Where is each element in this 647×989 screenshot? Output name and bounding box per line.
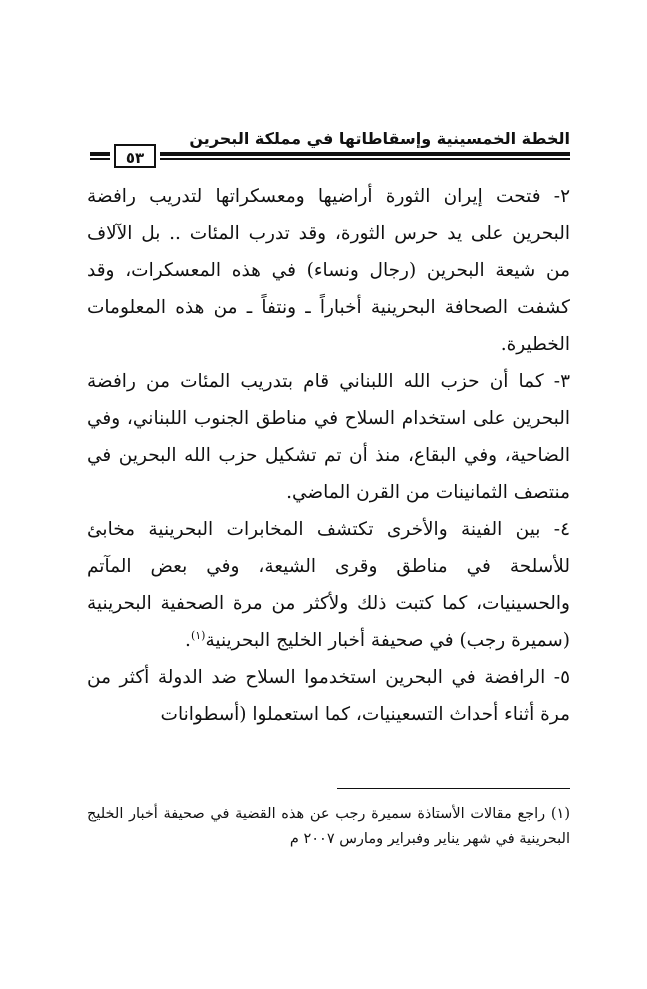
paragraph-4-text: ٤- بين الفينة والأخرى تكتشف المخابرات البحرينية مخابئ للأسلحة في مناطق وقرى الشيعة، وفي بعض المآتم والحسينيات، كما كتبت ذلك ولأكثر من مرة الصحفية البحرينية (سميرة رجب) في صحيفة أخبار الخليج البحرينية bbox=[87, 519, 570, 651]
footnote-1: (١) راجع مقالات الأستاذة سميرة رجب عن هذه القضية في صحيفة أخبار الخليج البحرينية في شهر يناير وفبراير ومارس ٢٠٠٧ م bbox=[87, 806, 570, 847]
paragraph-3: ٣- كما أن حزب الله اللبناني قام بتدريب المئات من رافضة البحرين على استخدام السلاح في مناطق الجنوب اللبناني، وفي الضاحية، وفي البقاع، منذ أن تم تشكيل حزب الله البحرين في منتصف الثمانينات من القرن الماضي. bbox=[87, 371, 570, 503]
header-rule-thin bbox=[160, 158, 570, 160]
running-title: الخطة الخمسينية وإسقاطاتها في مملكة البحرين bbox=[189, 129, 570, 148]
page-header bbox=[90, 128, 570, 176]
header-rule-thick bbox=[160, 152, 570, 156]
page-number: ٥٣ bbox=[114, 144, 156, 168]
paragraph-5: ٥- الرافضة في البحرين استخدموا السلاح ضد الدولة أكثر من مرة أثناء أحداث التسعينيات، كما استعملوا (أسطوانات bbox=[87, 667, 570, 725]
paragraph-2: ٢- فتحت إيران الثورة أراضيها ومعسكراتها لتدريب رافضة البحرين على يد حرس الثورة، وقد تدرب المئات .. بل الآلاف من شيعة البحرين (رجال ونساء) في هذه المعسكرات، وقد كشفت الصحافة البحرينية أخباراً ـ ونتفاً ـ من هذه المعلومات الخطيرة. bbox=[87, 186, 570, 355]
body-text bbox=[87, 178, 570, 733]
footnotes bbox=[87, 802, 570, 852]
header-rule-left-thick bbox=[90, 152, 110, 156]
paragraph-4-ending: . bbox=[185, 630, 191, 651]
header-rule-left-thin bbox=[90, 158, 110, 160]
footnote-reference[interactable]: (١) bbox=[190, 628, 206, 642]
footnote-separator bbox=[337, 788, 570, 789]
paragraph-4 bbox=[87, 511, 570, 659]
